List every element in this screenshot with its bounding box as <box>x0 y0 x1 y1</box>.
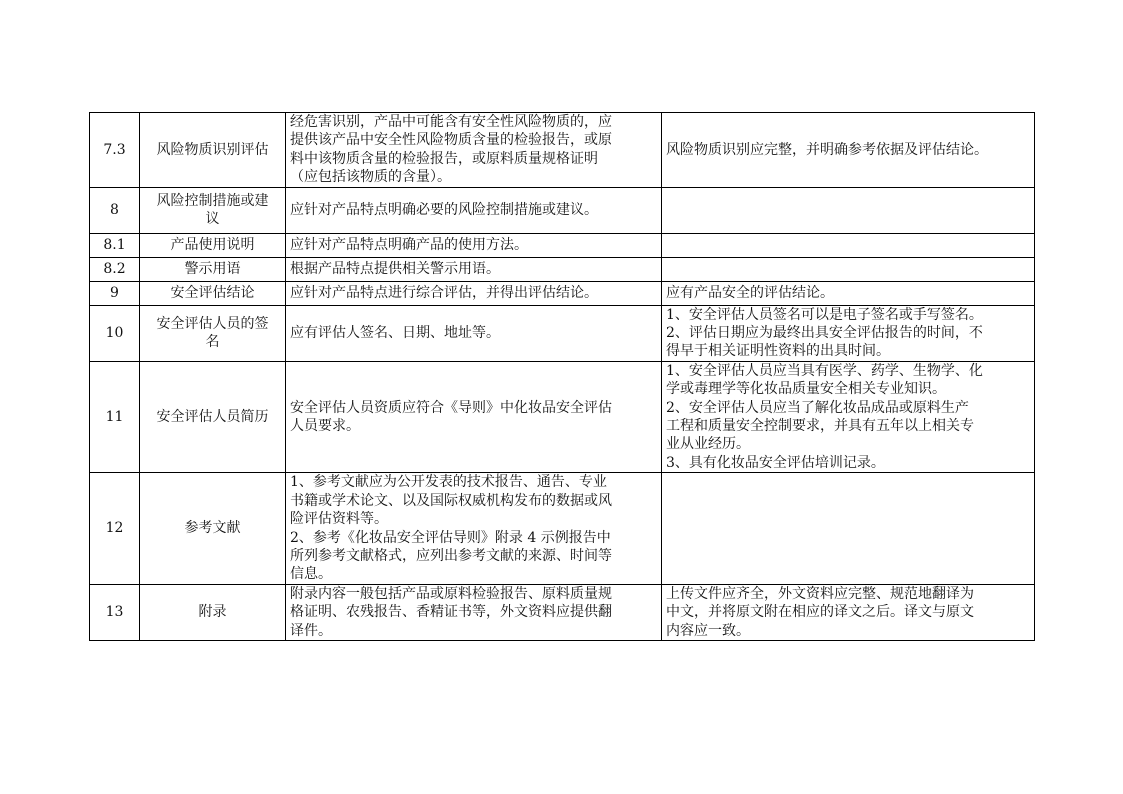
item-name <box>140 584 286 640</box>
review-note <box>662 361 1035 472</box>
row-number: 8 <box>90 187 140 233</box>
review-note-line: 3、具有化妆品安全评估培训记录。 <box>666 454 885 471</box>
requirement-text <box>286 281 662 305</box>
requirement-text <box>286 233 662 257</box>
review-note-line: 应有产品安全的评估结论。 <box>666 284 834 301</box>
item-name-line: 议 <box>205 211 220 228</box>
requirement-text <box>286 113 662 188</box>
requirement-text <box>286 305 662 361</box>
table-row <box>90 281 1035 305</box>
evaluation-requirements-table <box>89 112 1035 641</box>
item-name <box>140 113 286 188</box>
review-note-line: 得早于相关证明性资料的出具时间。 <box>666 343 890 360</box>
requirement-text-line: （应包括该物质的含量）。 <box>290 169 451 186</box>
row-number: 10 <box>90 305 140 361</box>
item-name-line: 安全评估人员简历 <box>156 408 269 425</box>
review-note-line: 业从业经历。 <box>666 436 750 453</box>
table-row <box>90 305 1035 361</box>
review-note-line: 内容应一致。 <box>666 622 750 639</box>
row-number: 11 <box>90 361 140 472</box>
row-number: 7.3 <box>90 113 140 188</box>
row-number: 8.2 <box>90 257 140 281</box>
requirement-text-line: 译件。 <box>290 622 332 639</box>
item-name-line: 安全评估人员的签 <box>156 315 269 332</box>
requirement-text-line: 料中该物质含量的检验报告，或原料质量规格证明 <box>290 150 598 167</box>
requirement-text <box>286 187 662 233</box>
item-name <box>140 233 286 257</box>
item-name-line: 警示用语 <box>184 260 241 277</box>
review-note <box>662 187 1035 233</box>
table-row <box>90 233 1035 257</box>
row-number: 9 <box>90 281 140 305</box>
requirement-text-line: 应针对产品特点明确必要的风险控制措施或建议。 <box>290 201 598 218</box>
requirement-text-line: 经危害识别，产品中可能含有安全性风险物质的，应 <box>290 114 612 130</box>
item-name-line: 名 <box>205 334 220 351</box>
item-name <box>140 281 286 305</box>
requirement-text-line: 险评估资料等。 <box>290 511 388 528</box>
item-name-line: 附录 <box>198 604 227 621</box>
requirement-text <box>286 361 662 472</box>
review-note <box>662 473 1035 584</box>
table-row <box>90 584 1035 640</box>
requirement-text-line: 人员要求。 <box>290 418 360 435</box>
requirement-text-line: 格证明、农残报告、香精证书等，外文资料应提供翻 <box>290 604 612 621</box>
requirement-text-line: 安全评估人员资质应符合《导则》中化妆品安全评估 <box>290 399 612 416</box>
table-row <box>90 473 1035 584</box>
review-note-line: 风险物质识别应完整，并明确参考依据及评估结论。 <box>666 141 988 158</box>
review-note <box>662 233 1035 257</box>
table-body <box>90 113 1035 641</box>
review-note-line: 2、安全评估人员应当了解化妆品成品或原料生产 <box>666 399 969 416</box>
requirement-text-line: 附录内容一般包括产品或原料检验报告、原料质量规 <box>290 585 612 602</box>
review-note-line: 工程和质量安全控制要求，并具有五年以上相关专 <box>666 418 974 435</box>
item-name <box>140 361 286 472</box>
item-name-line: 风险物质识别评估 <box>156 141 269 158</box>
item-name-line: 产品使用说明 <box>170 236 255 253</box>
review-note-line: 学或毒理学等化妆品质量安全相关专业知识。 <box>666 381 946 398</box>
table-row <box>90 361 1035 472</box>
row-number: 13 <box>90 584 140 640</box>
review-note <box>662 281 1035 305</box>
row-number: 8.1 <box>90 233 140 257</box>
requirement-text-line: 所列参考文献格式，应列出参考文献的来源、时间等 <box>290 547 612 564</box>
review-note-line: 上传文件应齐全，外文资料应完整、规范地翻译为 <box>666 585 974 602</box>
item-name <box>140 187 286 233</box>
review-note <box>662 305 1035 361</box>
review-note <box>662 584 1035 640</box>
review-note <box>662 257 1035 281</box>
item-name <box>140 473 286 584</box>
review-note-line: 1、安全评估人员签名可以是电子签名或手写签名。 <box>666 306 983 323</box>
review-note <box>662 113 1035 188</box>
requirement-text-line: 应针对产品特点进行综合评估，并得出评估结论。 <box>290 284 598 301</box>
table-row <box>90 113 1035 188</box>
review-note-line: 1、安全评估人员应当具有医学、药学、生物学、化 <box>666 362 983 379</box>
table-row <box>90 187 1035 233</box>
requirement-text-line: 应有评估人签名、日期、地址等。 <box>290 325 500 342</box>
requirement-text-line: 1、参考文献应为公开发表的技术报告、通告、专业 <box>290 474 607 491</box>
requirement-text-line: 提供该产品中安全性风险物质含量的检验报告，或原 <box>290 132 612 149</box>
review-note-line: 中文，并将原文附在相应的译文之后。译文与原文 <box>666 604 974 621</box>
row-number: 12 <box>90 473 140 584</box>
requirement-text-line: 书籍或学术论文、以及国际权威机构发布的数据或风 <box>290 492 612 509</box>
review-note-line: 2、评估日期应为最终出具安全评估报告的时间，不 <box>666 325 983 342</box>
item-name-line: 安全评估结论 <box>170 284 255 301</box>
requirement-text-line: 应针对产品特点明确产品的使用方法。 <box>290 236 528 253</box>
requirement-text-line: 信息。 <box>290 566 332 583</box>
requirement-text <box>286 584 662 640</box>
requirement-text <box>286 257 662 281</box>
item-name <box>140 257 286 281</box>
requirement-text-line: 根据产品特点提供相关警示用语。 <box>290 260 500 277</box>
item-name-line: 风险控制措施或建 <box>156 192 269 209</box>
item-name <box>140 305 286 361</box>
requirement-text-line: 2、参考《化妆品安全评估导则》附录 4 示例报告中 <box>290 529 611 546</box>
table-row <box>90 257 1035 281</box>
requirement-text <box>286 473 662 584</box>
item-name-line: 参考文献 <box>184 520 241 537</box>
